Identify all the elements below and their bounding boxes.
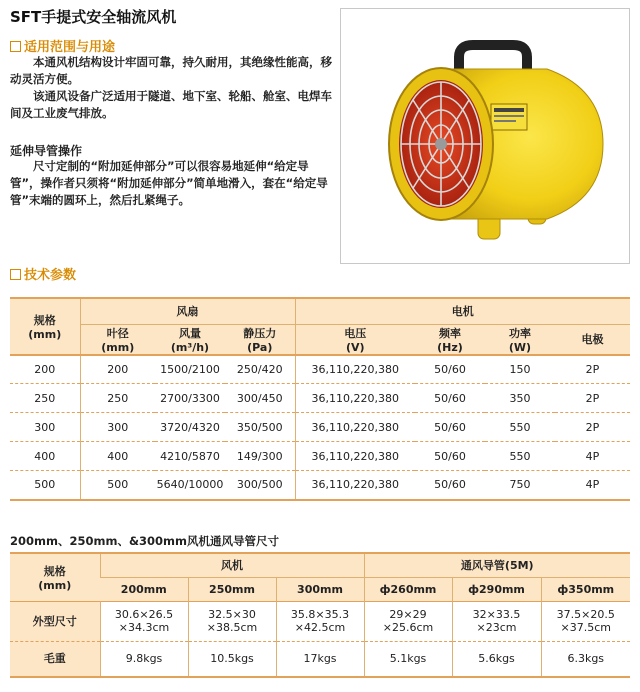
- cell: 150: [509, 362, 531, 376]
- cell: 350/500: [236, 420, 283, 434]
- column-header: 静压力 (Pa): [225, 324, 295, 355]
- column-header: 功率 (W): [485, 324, 555, 355]
- cell: 50/60: [434, 362, 466, 376]
- cell: 400: [80, 442, 155, 471]
- table-row: [10, 442, 630, 471]
- usage-paragraph: 本通风机结构设计牢固可靠，持久耐用，其绝缘性能高，移动灵活方便。: [10, 55, 332, 86]
- cell: 36,110,220,380: [295, 413, 415, 442]
- table-row: [10, 471, 630, 500]
- extension-text: [10, 158, 335, 209]
- table-row: [10, 641, 630, 677]
- row-label: 毛重: [10, 641, 100, 677]
- column-header: 电压 (V): [295, 324, 415, 355]
- usage-paragraph: 该通风设备广泛适用于隧道、地下室、轮船、舱室、电焊车间及工业废气排放。: [10, 89, 332, 120]
- fan-group-header: 风机: [100, 553, 364, 577]
- spec-header: [10, 553, 100, 601]
- extension-paragraph: 尺寸定制的“附加延伸部分”可以很容易地延伸“给定导管”，操作者只须将“附加延伸部分”简单地滑入，套在“给定导管”末端的圆环上，然后扎紧绳子。: [10, 159, 328, 207]
- cell: 4210/5870: [160, 449, 220, 463]
- cell: 3720/4320: [160, 420, 220, 434]
- table-row: [10, 384, 630, 413]
- cell: 50/60: [434, 478, 466, 492]
- column-header: 风量 (m³/h): [155, 324, 225, 355]
- spec-header-unit: (mm): [38, 578, 72, 592]
- row-label: 外型尺寸: [10, 601, 100, 641]
- cell: 9.8kgs: [100, 641, 188, 677]
- cell: 300/500: [236, 478, 283, 492]
- cell: 250/420: [236, 362, 283, 376]
- axial-fan-illustration: [341, 9, 629, 263]
- column-header: 叶径 (mm): [80, 324, 155, 355]
- column-header: ф290mm: [452, 577, 541, 601]
- duct-group-header: 通风导管(5M): [364, 553, 630, 577]
- cell: 36,110,220,380: [295, 471, 415, 500]
- cell: 2P: [585, 391, 600, 405]
- page-title: SFT手提式安全轴流风机: [10, 8, 177, 26]
- cell-spec: 500: [34, 478, 56, 492]
- extension-heading: 延伸导管操作: [10, 144, 83, 158]
- duct-table: [10, 552, 630, 678]
- column-header: 频率 (Hz): [415, 324, 485, 355]
- column-header: ф260mm: [364, 577, 452, 601]
- cell: 17kgs: [276, 641, 364, 677]
- cell-spec: 400: [34, 449, 56, 463]
- product-photo: [340, 8, 630, 264]
- cell: 500: [80, 471, 155, 500]
- cell: 2P: [585, 362, 600, 376]
- usage-heading-text: 适用范围与用途: [24, 40, 116, 55]
- spec-table: [10, 297, 630, 501]
- cell: 35.8×35.3 ×42.5cm: [276, 601, 364, 641]
- cell: 30.6×26.5 ×34.3cm: [100, 601, 188, 641]
- spec-header-label: 规格: [43, 564, 66, 578]
- spec-header-label: 规格: [33, 313, 56, 327]
- cell: 200: [80, 355, 155, 384]
- duct-table-title: 200mm、250mm、&300mm风机通风导管尺寸: [10, 534, 279, 548]
- column-header: 电极: [555, 324, 630, 355]
- cell: 250: [80, 384, 155, 413]
- cell: 300/450: [236, 391, 283, 405]
- spec-header-unit: (mm): [28, 327, 62, 341]
- cell: 10.5kgs: [188, 641, 276, 677]
- fan-group-header: 风扇: [80, 298, 295, 324]
- cell: 2700/3300: [160, 391, 220, 405]
- checkbox-icon: [10, 269, 21, 280]
- cell: 5.1kgs: [364, 641, 452, 677]
- cell: 50/60: [434, 420, 466, 434]
- cell: 2P: [585, 420, 600, 434]
- cell-spec: 300: [34, 420, 56, 434]
- cell-spec: 250: [34, 391, 56, 405]
- column-header: 300mm: [276, 577, 364, 601]
- cell: 300: [80, 413, 155, 442]
- cell: 6.3kgs: [541, 641, 630, 677]
- table-row: [10, 601, 630, 641]
- cell: 32×33.5 ×23cm: [452, 601, 541, 641]
- column-header: 200mm: [100, 577, 188, 601]
- params-heading-text: 技术参数: [24, 268, 77, 283]
- cell: 32.5×30 ×38.5cm: [188, 601, 276, 641]
- spec-header: [10, 298, 80, 355]
- cell: 550: [509, 449, 531, 463]
- cell: 149/300: [236, 449, 283, 463]
- cell: 5640/10000: [156, 478, 224, 492]
- params-heading: [10, 264, 76, 283]
- cell: 50/60: [434, 449, 466, 463]
- cell: 750: [509, 478, 531, 492]
- cell: 550: [509, 420, 531, 434]
- cell: 36,110,220,380: [295, 442, 415, 471]
- cell: 5.6kgs: [452, 641, 541, 677]
- cell: 4P: [585, 449, 600, 463]
- cell-spec: 200: [34, 362, 56, 376]
- cell: 29×29 ×25.6cm: [364, 601, 452, 641]
- cell: 50/60: [434, 391, 466, 405]
- cell: 36,110,220,380: [295, 355, 415, 384]
- checkbox-icon: [10, 41, 21, 52]
- cell: 350: [509, 391, 531, 405]
- column-header: 250mm: [188, 577, 276, 601]
- column-header: ф350mm: [541, 577, 630, 601]
- table-row: [10, 413, 630, 442]
- cell: 4P: [585, 478, 600, 492]
- usage-heading: [10, 36, 115, 55]
- cell: 37.5×20.5 ×37.5cm: [541, 601, 630, 641]
- motor-group-header: 电机: [295, 298, 630, 324]
- table-row: [10, 355, 630, 384]
- usage-text: [10, 54, 335, 122]
- cell: 1500/2100: [160, 362, 220, 376]
- cell: 36,110,220,380: [295, 384, 415, 413]
